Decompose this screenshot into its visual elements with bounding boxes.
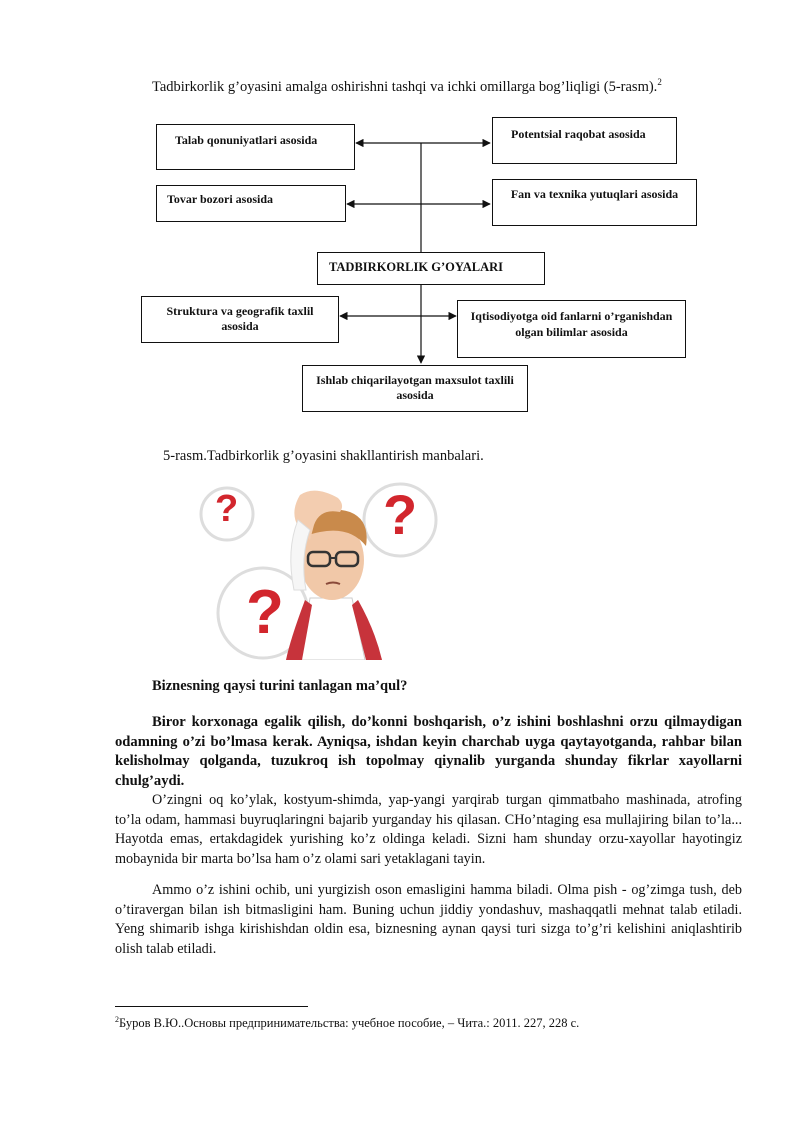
footnote: $^2$Буров В.Ю..Основы предпринимательства: учебное пособие, – Чита.: 2011. 227, 228 с. — [115, 1015, 580, 1031]
box-center: TADBIRKORLIK G’OYALARI — [317, 252, 545, 285]
footnote-reference: 2 — [657, 77, 662, 87]
intro-text: Tadbirkorlik g’oyasini amalga oshirishni tashqi va ichki omillarga bog’liqligi (5-rasm).$^2$ — [152, 77, 662, 95]
diagram — [0, 0, 800, 440]
box-potentsial: Potentsial raqobat asosida — [492, 117, 677, 164]
box-fan: Fan va texnika yutuqlari asosida — [492, 179, 697, 226]
paragraph-2: O’zingni oq ko’ylak, kostyum-shimda, yap-yangi yarqirab turgan qimmatbaho mashinada, atrofing to’la odam, hammasi buyruqlaringni bajarib yurganday his qilasan. CHo’ntaging esa mullajiring bilan to’la... Hayotda emas, ertakdagidek yurishing ko’z oldinga keladi. Sizni ham shunday orzu-xayollar hayotingiz mobaynida bir marta bo’lsa ham o’z olami sari yetaklagani tayin. — [115, 792, 742, 867]
box-tovar: Tovar bozori asosida — [156, 185, 346, 222]
question-mark-icon: ? — [215, 488, 239, 530]
box-ishlab: Ishlab chiqarilayotgan maxsulot taxlili asosida — [302, 365, 528, 412]
box-talab: Talab qonuniyatlari asosida — [156, 124, 355, 170]
box-iqtisodiyot: Iqtisodiyotga oid fanlarni o’rganishdan olgan bilimlar asosida — [457, 300, 686, 358]
figure-caption: 5-rasm.Tadbirkorlik g’oyasini shakllantirish manbalari. — [163, 448, 484, 464]
footnote-separator — [115, 1006, 308, 1007]
box-struktura: Struktura va geografik taxlil asosida — [141, 296, 339, 343]
paragraph-3: Ammo o’z ishini ochib, uni yurgizish oson emasligini hamma biladi. Olma pish - og’zimga tush, deb o’tiravergan bilan ish bitmasligini ham. Buning uchun jiddiy yondashuv, mashaqqatli mehnat talab etiladi. Yeng shimarib ishga kirishishdan oldin esa, biznesning aynan qaysi turi sizga to’g’ri kelishini aniqlashtirib olish talab etiladi. — [115, 882, 742, 957]
section-question: Biznesning qaysi turini tanlagan ma’qul? — [152, 678, 408, 694]
paragraph-1: Biror korxonaga egalik qilish, do’konni boshqarish, o’z ishini boshlashni orzu qilmaydigan odamning o’zi bo’lmasa kerak. Ayniqsa, ishdan keyin charchab uyga qaytayotganda, rahbar bilan kelisholmay qolganda, tuzukroq ish topolmay qiynalib yurganda shunday fikrlar xayollarni chulg’aydi. — [115, 714, 742, 789]
question-mark-icon: ? — [383, 483, 418, 546]
question-mark-icon: ? — [246, 578, 284, 647]
thinking-person-icon — [190, 480, 440, 660]
